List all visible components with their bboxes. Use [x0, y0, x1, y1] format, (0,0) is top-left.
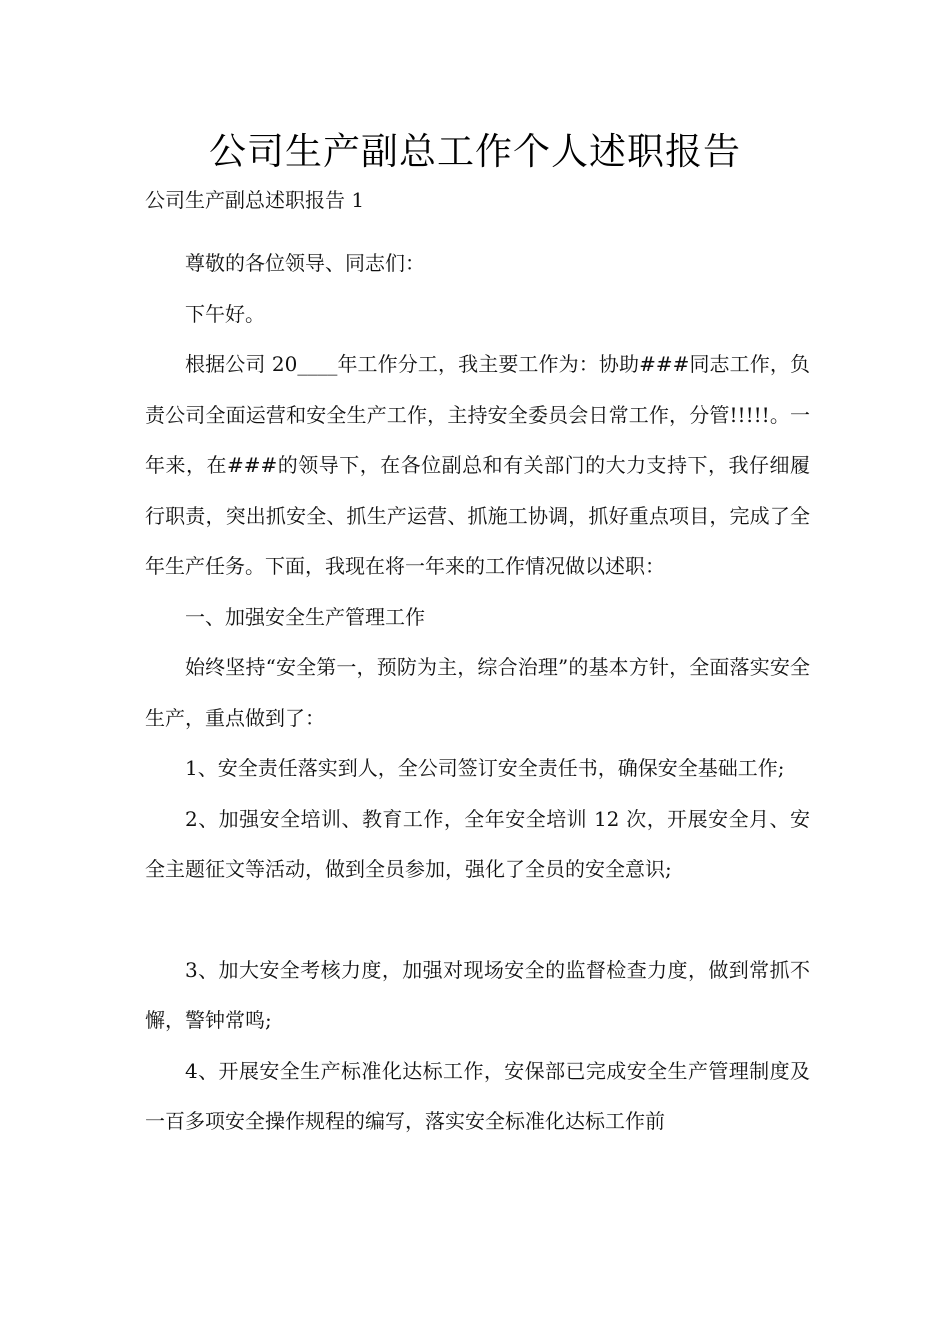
section-heading: 一、加强安全生产管理工作 — [185, 604, 425, 629]
list-item: 3、加大安全考核力度，加强对现场安全的监督检查力度，做到常抓不懈，警钟常鸣; — [145, 957, 810, 1032]
list-item: 1、安全责任落实到人，全公司签订安全责任书，确保安全基础工作; — [185, 756, 785, 780]
document-subtitle: 公司生产副总述职报告 1 — [145, 188, 365, 212]
salutation-paragraph: 尊敬的各位领导、同志们： — [185, 251, 425, 275]
greeting-paragraph: 下午好。 — [185, 301, 265, 326]
document-body — [145, 238, 810, 1147]
body-paragraph: 始终坚持“安全第一，预防为主，综合治理”的基本方针，全面落实安全生产，重点做到了： — [145, 655, 810, 730]
list-item: 2、加强安全培训、教育工作，全年安全培训 12 次，开展安全月、安全主题征文等活动，做到全员参加，强化了全员的安全意识; — [145, 806, 810, 881]
document-title: 公司生产副总工作个人述职报告 — [209, 130, 741, 173]
intro-paragraph: 根据公司 20____年工作分工，我主要工作为：协助###同志工作，负责公司全面运营和安全生产工作，主持安全委员会日常工作，分管!!!!!。一年来，在###的领导下，在各位副总和有关部门的大力支持下，我仔细履行职责，突出抓安全、抓生产运营、抓施工协调，抓好重点项目，完成了全年生产任务。下面，我现在将一年来的工作情况做以述职： — [145, 352, 810, 578]
list-item: 4、开展安全生产标准化达标工作，安保部已完成安全生产管理制度及一百多项安全操作规程的编写，落实安全标准化达标工作前 — [145, 1058, 810, 1133]
